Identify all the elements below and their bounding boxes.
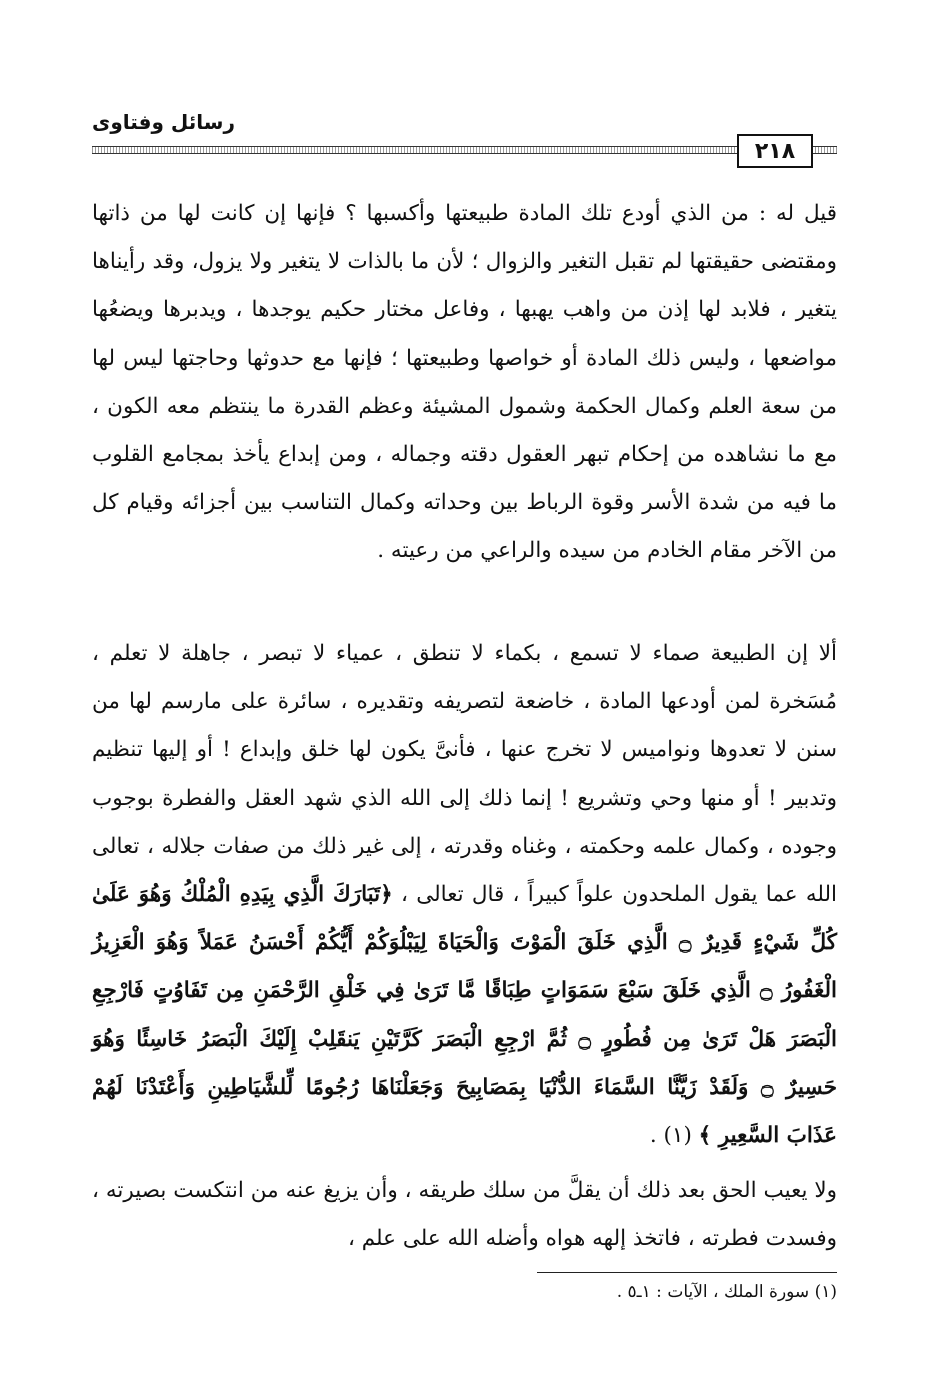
paragraph-2 bbox=[92, 630, 837, 1160]
footnote-rule bbox=[537, 1272, 837, 1273]
footnote-reference: (١) . bbox=[649, 1123, 692, 1149]
page-number: ٢١٨ bbox=[737, 134, 813, 168]
header-rule bbox=[92, 146, 837, 154]
paragraph-2-text: ألا إن الطبيعة صماء لا تسمع ، بكماء لا تنطق ، عمياء لا تبصر ، جاهلة لا تعلم ، مُسَخرة لمن أودعها المادة ، خاضعة لتصريفه وتقديره ، سائرة على مارسم لها من سنن لا تعدوها ونواميس لا تخرج عنها ، فأنىَّ يكون لها خلق وإبداع ! أو إليها تنظيم وتدبير ! أو منها وحي وتشريع ! إنما ذلك إلى الله الذي شهد العقل والفطرة بوجوب وجوده ، وكمال علمه وحكمته ، وغناه وقدرته ، إلى غير ذلك من صفات جلاله ، تعالى الله عما يقول الملحدون علواً كبيراً ، قال تعالى ، bbox=[92, 641, 837, 908]
paragraph-1: قيل له : من الذي أودع تلك المادة طبيعتها وأكسبها ؟ فإنها إن كانت لها من ذاتها ومقتضى حقيقتها لم تقبل التغير والزوال ؛ لأن ما بالذات لا يتغير ولا يزول، وقد رأيناها يتغير ، فلابد لها إذن من واهب يهبها ، وفاعل مختار حكيم يوجدها ، ويدبرها ويضعُها مواضعها ، وليس ذلك المادة أو خواصها وطبيعتها ؛ فإنها مع حدوثها وحاجتها ليس لها من سعة العلم وكمال الحكمة وشمول المشيئة وعظم القدرة ما ينتظم معه الكون ، مع ما نشاهده من إحكام تبهر العقول دقته وجماله ، ومن إبداع يأخذ بمجامع القلوب ما فيه من شدة الأسر وقوة الرباط بين وحداته وكمال التناسب بين أجزائه وقيام كل من الآخر مقام الخادم من سيده والراعي من رعيته . bbox=[92, 201, 837, 564]
quran-verse: ﴿تَبَارَكَ الَّذِي بِيَدِهِ الْمُلْكُ وَهُوَ عَلَىٰ كُلِّ شَيْءٍ قَدِيرٌ ۝ الَّذِي خَلَقَ الْمَوْتَ وَالْحَيَاةَ لِيَبْلُوَكُمْ أَيُّكُمْ أَحْسَنُ عَمَلاً وَهُوَ الْعَزِيزُ الْغَفُورُ ۝ الَّذِي خَلَقَ سَبْعَ سَمَوَاتٍ طِبَاقًا مَّا تَرَىٰ فِي خَلْقِ الرَّحْمَنِ مِن تَفَاوُتٍ فَارْجِعِ الْبَصَرَ هَلْ تَرَىٰ مِن فُطُورٍ ۝ ثُمَّ ارْجِعِ الْبَصَرَ كَرَّتَيْنِ يَنقَلِبْ إِلَيْكَ الْبَصَرُ خَاسِئًا وَهُوَ حَسِيرٌ ۝ وَلَقَدْ زَيَّنَّا السَّمَاءَ الدُّنْيَا بِمَصَابِيحَ وَجَعَلْنَاهَا رُجُومًا لِّلشَّيَاطِينِ وَأَعْتَدْنَا لَهُمْ عَذَابَ السَّعِيرِ ﴾ bbox=[92, 882, 838, 1149]
paragraph-3: ولا يعيب الحق بعد ذلك أن يقلَّ من سلك طريقه ، وأن يزيغ عنه من انتكست بصيرته ، وفسدت فطرته ، فاتخذ إلهه هواه وأضله الله على علم ، bbox=[92, 1178, 837, 1252]
running-header-title: رسائل وفتاوى bbox=[92, 110, 235, 134]
footnote: (١) سورة الملك ، الآيات : ١ـ٥ . bbox=[616, 1282, 837, 1302]
